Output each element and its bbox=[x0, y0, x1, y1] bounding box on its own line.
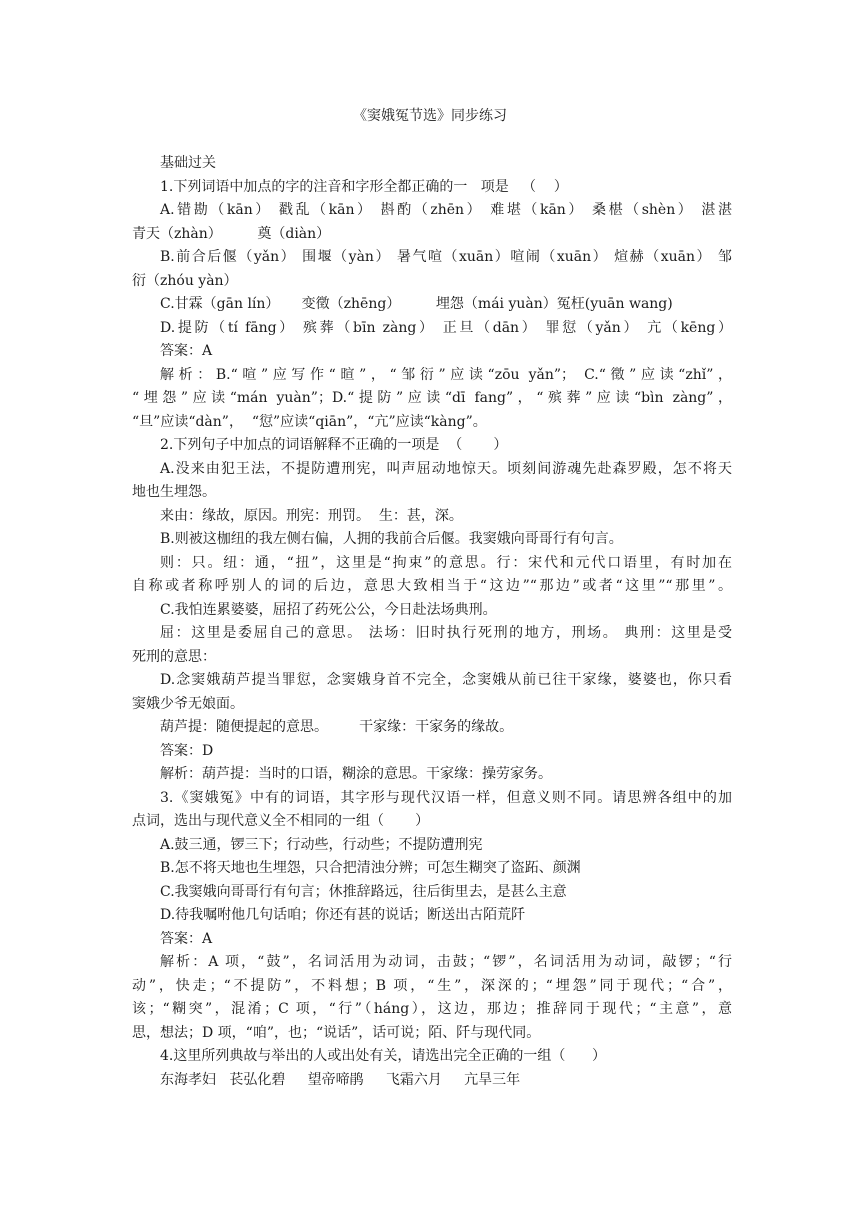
text-line: 地也生埋怨。 bbox=[132, 484, 216, 500]
text-line: A.错勘（kān） 戳乱（kān） 斟酌（zhēn） 难堪（kān） 桑椹（shèn） 湛湛 bbox=[160, 202, 732, 218]
text-line: 死刑的意思： bbox=[132, 648, 216, 665]
text-line: 1.下列词语中加点的字的注音和字形全都正确的一 项是 （ ） bbox=[160, 178, 568, 195]
text-line: 基础过关 bbox=[160, 155, 216, 171]
text-line: B.前合后偃（yǎn） 围堰（yàn） 暑气喧（xuān）喧闹（xuān） 煊赫（xuān） 邹 bbox=[160, 249, 732, 265]
text-line: 3.《窦娥冤》中有的词语，其字形与现代汉语一样，但意义则不同。请思辨各组中的加 bbox=[160, 789, 732, 806]
text-line: 衍（zhóu yàn） bbox=[132, 272, 238, 289]
text-line: 动”，快走；“不提防”，不料想；B 项，“生”，深深的；“埋怨”同于现代；“合”， bbox=[132, 977, 732, 994]
document-body bbox=[132, 152, 732, 1092]
page-title: 《窦娥冤节选》同步练习 bbox=[353, 108, 507, 124]
text-line: 屈：这里是委屈自己的意思。 法场：旧时执行死刑的地方，刑场。 典刑：这里是受 bbox=[160, 625, 732, 641]
text-line: D.待我嘱咐他几句话咱；你还有甚的说话；断送出古陌荒阡 bbox=[160, 907, 526, 923]
text-line: B.怎不将天地也生埋怨，只合把清浊分辨；可怎生糊突了盗跖、颜渊 bbox=[160, 860, 581, 876]
text-line: A.鼓三通，锣三下；行动些，行动些；不提防遭刑宪 bbox=[160, 836, 483, 853]
text-line: A.没来由犯王法，不提防遭刑宪，叫声屈动地惊天。顷刻间游魂先赴森罗殿，怎不将天 bbox=[160, 460, 732, 477]
text-line: 解析：A 项，“鼓”，名词活用为动词，击鼓；“锣”，名词活用为动词，敲锣；“行 bbox=[160, 954, 732, 970]
text-line: 窦娥少爷无娘面。 bbox=[132, 695, 244, 712]
text-line: 2.下列句子中加点的词语解释不正确的一项是 （ ） bbox=[160, 437, 508, 453]
text-line: C.我怕连累婆婆，屈招了药死公公，今日赴法场典刑。 bbox=[160, 601, 497, 618]
text-line: 思，想法；D 项，“咱”，也；“说话”，话可说；陌、阡与现代同。 bbox=[132, 1024, 541, 1041]
text-line: 答案：A bbox=[160, 930, 213, 947]
text-line: 解析：B.“喧”应写作“暄”，“邹衍”应读“zōu yǎn”； C.“徵”应读“zhǐ”， bbox=[160, 366, 732, 383]
text-line: 答案：D bbox=[160, 742, 214, 759]
text-line: “旦”应读“dàn”， “愆”应读“qiān”，“亢”应读“kàng”。 bbox=[132, 413, 487, 430]
text-line: 自称或者称呼别人的词的后边，意思大致相当于“这边”“那边”或者“这里”“那里”。 bbox=[132, 578, 732, 594]
text-line: 青天（zhàn） 奠（diàn） bbox=[132, 225, 331, 242]
text-line: D.提防（tí fāng） 殡葬（bīn zàng） 正旦（dān） 罪愆（yǎn） 亢（kēng） bbox=[160, 319, 732, 336]
text-line: 点词，选出与现代意义全不相同的一组（ ） bbox=[132, 813, 430, 829]
text-line: “埋怨”应读“mán yuàn”；D.“提防”应读“dī fang”，“殡葬”应读“bìn zàng”， bbox=[132, 390, 732, 406]
text-line: C.甘霖（gān lín） 变徵（zhēng） 埋怨（mái yuàn）冤枉(yuān wang) bbox=[160, 296, 673, 312]
text-line: 则：只。纽：通，“扭”，这里是“拘束”的意思。行：宋代和元代口语里，有时加在 bbox=[160, 554, 732, 571]
text-line: 葫芦提：随便提起的意思。 干家缘：干家务的缘故。 bbox=[160, 719, 514, 735]
text-line: 该；“糊突”，混淆；C 项，“行”（háng），这边，那边；推辞同于现代；“主意”，意 bbox=[132, 1001, 732, 1017]
text-line: 4.这里所列典故与举出的人或出处有关，请选出完全正确的一组（ ） bbox=[160, 1048, 607, 1064]
text-line: 答案：A bbox=[160, 343, 213, 359]
text-line: C.我窦娥向哥哥行有句言；休推辞路远，往后街里去，是甚么主意 bbox=[160, 883, 567, 900]
text-line: 来由：缘故，原因。刑宪：刑罚。 生：甚，深。 bbox=[160, 507, 463, 524]
text-line: 东海孝妇 苌弘化碧 望帝啼鹃 飞霜六月 亢旱三年 bbox=[160, 1071, 521, 1088]
text-line: 解析：葫芦提：当时的口语，糊涂的意思。干家缘：操劳家务。 bbox=[160, 766, 552, 782]
text-line: B.则被这枷纽的我左侧右偏，人拥的我前合后偃。我窦娥向哥哥行有句言。 bbox=[160, 531, 623, 547]
text-line: D.念窦娥葫芦提当罪愆，念窦娥身首不完全，念窦娥从前已往干家缘，婆婆也，你只看 bbox=[160, 672, 732, 688]
